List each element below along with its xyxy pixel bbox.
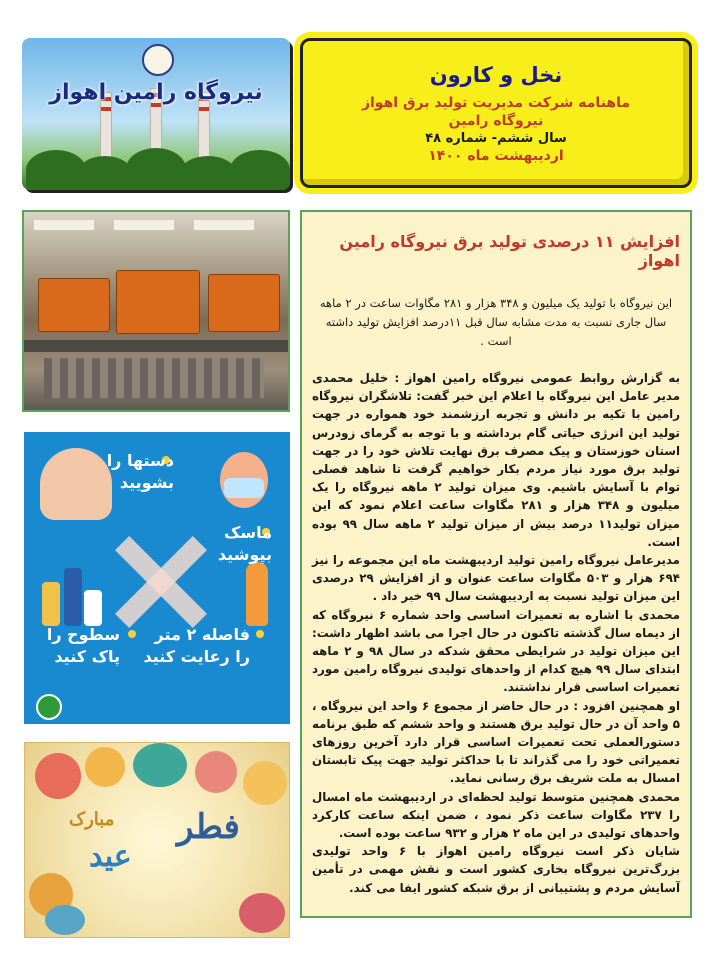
issue-date: اردیبهشت ماه ۱۴۰۰: [428, 148, 564, 164]
person-distance-icon: [246, 562, 268, 626]
eid-calligraphy: عید فطر مبارک: [69, 807, 240, 874]
palm-tree: [78, 156, 132, 190]
eid-greeting-card: [24, 742, 290, 938]
palm-tree: [26, 150, 86, 190]
covid-precautions-poster: [24, 432, 290, 724]
article-paragraph: محمدی همچنین متوسط تولید لحظه‌ای در اردیبهشت ماه امسال را ۲۳۷ مگاوات ساعت ذکر نمود ، ضمن اینکه ساعت کارکرد واحدهای تولیدی در این ماه ۲ هزار و ۹۳۲ ساعت بوده است.: [312, 789, 680, 841]
palm-tree: [230, 150, 290, 190]
wear-mask-text: ماسک بپوشید: [217, 523, 272, 564]
article-paragraph: او همچنین افزود : در حال حاضر از مجموع ۶ واحد این نیروگاه ، ۵ واحد آن در حال تولید برق هستند و واحد ششم که طبق برنامه دستورالعملی تحت تعمیرات اساسی قرار دارد آخرین روزهای تعمیراتی خود را می گذراند تا با حداکثر تولید جهت پیک تابستان امسال به ملت شریف برق رسانی نماید.: [312, 698, 680, 786]
turbine-hall-photo: [22, 210, 290, 412]
keep-distance-text: فاصله ۲ متر را رعایت کنید: [143, 625, 250, 666]
logo-emblem: [142, 44, 174, 76]
palm-tree: [126, 148, 186, 190]
article-lead: این نیروگاه با تولید یک میلیون و ۳۴۸ هزار و ۲۸۱ مگاوات ساعت در ۲ ماهه سال جاری نسبت به مدت مشابه سال قبل ۱۱درصد افزایش تولید داشته است .: [319, 296, 673, 348]
banner-title: نیروگاه رامین اهواز: [49, 80, 263, 105]
article-paragraph: شایان ذکر است نیروگاه رامین اهواز با ۶ واحد تولیدی بزرگ‌ترین نیروگاه بخاری کشور است و نقش مهمی در تأمین آسایش مردم و پشتیبانی از برق شبکه کشور ایفا می کند.: [312, 844, 680, 895]
newsletter-subtitle: ماهنامه شرکت مدیریت تولید برق اهواز: [361, 95, 631, 111]
turbine-unit: [116, 270, 200, 334]
turbine-unit: [208, 274, 280, 332]
palm-tree: [180, 156, 236, 190]
masked-face-icon: [220, 452, 268, 508]
turbine-unit: [38, 278, 110, 332]
cleaning-bottles-icon: [42, 568, 102, 626]
newsletter-title: نخل و کارون: [429, 63, 563, 87]
ministry-logo: [36, 694, 62, 720]
issue-number: سال ششم- شماره ۴۸: [425, 131, 567, 146]
article-paragraph: مدیرعامل نیروگاه رامین تولید اردیبهشت ماه این مجموعه را نیز ۶۹۴ هزار و ۵۰۳ مگاوات ساعت عنوان و از افزایش ۲۹ درصدی این میزان تولید نسبت به اردیبهشت سال ۹۹ خبر داد .: [312, 553, 680, 604]
wash-hands-text: دستها را بشویید: [106, 451, 174, 492]
article-paragraph: به گزارش روابط عمومی نیروگاه رامین اهواز : خلیل محمدی مدیر عامل این نیروگاه با اعلام این خبر گفت: تلاشگران نیروگاه رامین با تکیه بر دانش و تجربه ارزشمند خود همواره در جهت تولید این انرژی حیاتی گام برداشته و با توجه به گرمای زودرس استان خوزستان و پیک مصرف برق نهایت تلاش خود را در جهت تولید برق مورد نیاز مردم بکار خواهیم گرفت تا شاهد فصلی توام با آسایش باشیم. وی میزان تولید ۲ ماهه نیروگاه را یک میلیون و ۳۴۸ هزار و ۲۸۱ مگاوات ساعت اعلام نمود که این میزان تولید۱۱ درصد بیش از میزان تولید ۲ ماهه سال ۹۹ بوده است.: [312, 371, 680, 549]
power-plant-banner: [22, 38, 290, 190]
news-article: [300, 210, 692, 918]
plant-name: نیروگاه رامین: [448, 113, 544, 129]
newsletter-masthead: [300, 38, 692, 188]
hands-icon: [40, 448, 112, 520]
article-title: افزایش ۱۱ درصدی تولید برق نیروگاه رامین اهواز: [339, 232, 680, 270]
article-paragraph: محمدی با اشاره به تعمیرات اساسی واحد شماره ۶ نیروگاه که از دیماه سال گذشته تاکنون در حال اجرا می باشد اظهار داشت: این میزان تولید در شرایطی محقق شدکه در سال ۹۸ و ۲ ماهه ابتدای سال ۹۹ هیچ کدام از واحدهای تولیدی نیروگاه رامین مورد تعمیرات اساسی قرار نداشتند.: [312, 607, 680, 695]
clean-surfaces-text: سطوح را پاک کنید: [46, 625, 120, 666]
article-body: [312, 369, 680, 897]
